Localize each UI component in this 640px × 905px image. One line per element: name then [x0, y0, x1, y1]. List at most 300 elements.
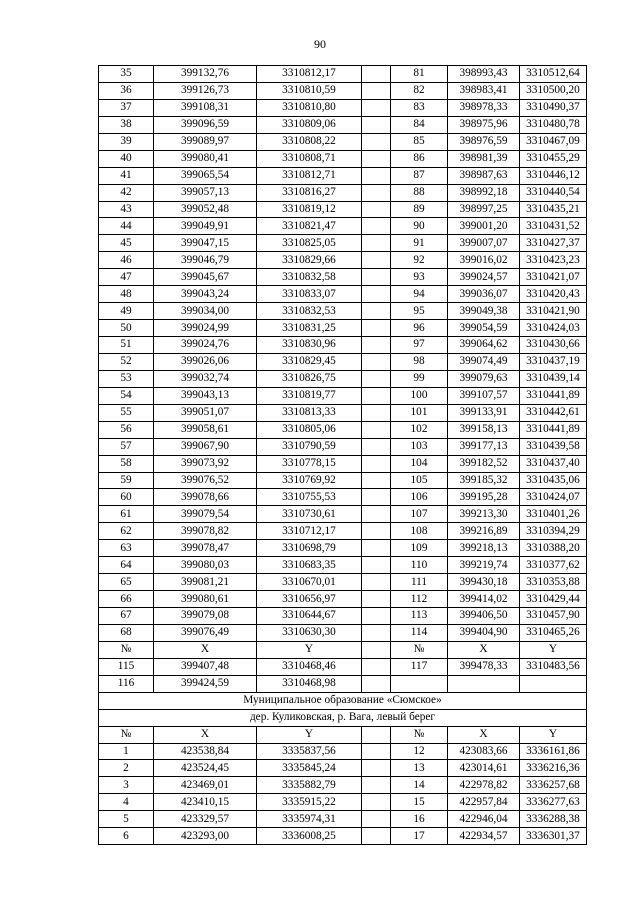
table-cell: 48 — [99, 286, 154, 303]
table-cell: 399043,24 — [154, 286, 257, 303]
table-cell: 422978,82 — [448, 777, 520, 794]
table-cell — [362, 828, 391, 845]
table-cell: 3310832,53 — [257, 303, 362, 320]
table-cell: 115 — [99, 658, 154, 675]
table-cell: 67 — [99, 608, 154, 625]
table-cell: 3310819,77 — [257, 387, 362, 404]
table-cell: 399026,06 — [154, 353, 257, 370]
table-cell: 83 — [391, 99, 448, 116]
table-cell: 3310483,56 — [520, 658, 587, 675]
table-row — [99, 370, 587, 387]
table-cell: № — [391, 726, 448, 743]
table-cell: 399047,15 — [154, 235, 257, 252]
table-row — [99, 167, 587, 184]
table-cell: 399043,13 — [154, 387, 257, 404]
table-cell: 399158,13 — [448, 421, 520, 438]
table-cell: 423083,66 — [448, 743, 520, 760]
table-cell: 3310480,78 — [520, 116, 587, 133]
table-cell: 399219,74 — [448, 557, 520, 574]
table-cell: 398992,18 — [448, 184, 520, 201]
table-cell: 46 — [99, 252, 154, 269]
table-cell: 3310769,92 — [257, 472, 362, 489]
table-cell — [362, 269, 391, 286]
table-cell: 51 — [99, 337, 154, 354]
table-cell: 3335837,56 — [257, 743, 362, 760]
table-cell: 3336301,37 — [520, 828, 587, 845]
table-row — [99, 99, 587, 116]
table-cell: 3310816,27 — [257, 184, 362, 201]
table-cell: 399007,07 — [448, 235, 520, 252]
table-cell: Y — [257, 641, 362, 658]
table-cell: 399078,66 — [154, 489, 257, 506]
table-cell: 114 — [391, 624, 448, 641]
table-cell — [362, 235, 391, 252]
table-cell — [362, 82, 391, 99]
table-cell: 47 — [99, 269, 154, 286]
table-cell: 16 — [391, 811, 448, 828]
table-cell — [362, 811, 391, 828]
table-cell: 3310512,64 — [520, 66, 587, 83]
table-cell: 102 — [391, 421, 448, 438]
table-cell: 92 — [391, 252, 448, 269]
table-cell: 3310656,97 — [257, 591, 362, 608]
table-cell: 3310826,75 — [257, 370, 362, 387]
table-row — [99, 303, 587, 320]
table-cell: 399089,97 — [154, 133, 257, 150]
table-cell — [362, 608, 391, 625]
table-cell: 49 — [99, 303, 154, 320]
table-cell: 3310812,17 — [257, 66, 362, 83]
table-cell: 3310805,06 — [257, 421, 362, 438]
table-cell: 106 — [391, 489, 448, 506]
table-row — [99, 269, 587, 286]
table-cell: 3310813,33 — [257, 404, 362, 421]
table-cell: Y — [257, 726, 362, 743]
table-cell: 3 — [99, 777, 154, 794]
table-cell — [362, 540, 391, 557]
table-cell — [362, 320, 391, 337]
table-cell: 50 — [99, 320, 154, 337]
table-cell: 399096,59 — [154, 116, 257, 133]
table-row — [99, 421, 587, 438]
table-cell: 398976,59 — [448, 133, 520, 150]
table-cell: 53 — [99, 370, 154, 387]
table-row — [99, 150, 587, 167]
table-cell: 3310429,44 — [520, 591, 587, 608]
table-cell: 12 — [391, 743, 448, 760]
table-cell: 2 — [99, 760, 154, 777]
table-cell: 45 — [99, 235, 154, 252]
table-cell: 399430,18 — [448, 574, 520, 591]
table-cell: 62 — [99, 523, 154, 540]
table-cell: 399195,28 — [448, 489, 520, 506]
table-cell: 399407,48 — [154, 658, 257, 675]
table-cell: 399078,47 — [154, 540, 257, 557]
table-cell — [362, 472, 391, 489]
table-cell: 4 — [99, 794, 154, 811]
table-cell: 399079,08 — [154, 608, 257, 625]
table-cell: 399107,57 — [448, 387, 520, 404]
table-cell: 399126,73 — [154, 82, 257, 99]
table-cell: 399218,13 — [448, 540, 520, 557]
table-header-row — [99, 641, 587, 658]
table-row — [99, 794, 587, 811]
table-cell: 3310401,26 — [520, 506, 587, 523]
table-cell: 399024,99 — [154, 320, 257, 337]
table-cell — [362, 726, 391, 743]
table-cell: 3310810,80 — [257, 99, 362, 116]
table-cell: 3310630,30 — [257, 624, 362, 641]
table-cell: 66 — [99, 591, 154, 608]
table-cell: 3310437,40 — [520, 455, 587, 472]
table-cell: 399057,13 — [154, 184, 257, 201]
table-cell: 15 — [391, 794, 448, 811]
table-cell: 97 — [391, 337, 448, 354]
table-cell: 3310730,61 — [257, 506, 362, 523]
table-cell: 95 — [391, 303, 448, 320]
table-cell: 52 — [99, 353, 154, 370]
table-cell — [362, 133, 391, 150]
table-row — [99, 455, 587, 472]
table-cell — [362, 303, 391, 320]
table-cell — [362, 489, 391, 506]
table-cell: 399079,54 — [154, 506, 257, 523]
table-cell: 3310441,89 — [520, 421, 587, 438]
table-row — [99, 489, 587, 506]
table-cell: 86 — [391, 150, 448, 167]
table-cell: 3336288,38 — [520, 811, 587, 828]
table-cell: 60 — [99, 489, 154, 506]
table-cell — [362, 150, 391, 167]
table-cell: 3310812,71 — [257, 167, 362, 184]
table-cell: 399185,32 — [448, 472, 520, 489]
table-cell: 399001,20 — [448, 218, 520, 235]
table-cell: 3310424,03 — [520, 320, 587, 337]
table-cell: 91 — [391, 235, 448, 252]
table-cell: 399406,50 — [448, 608, 520, 625]
table-cell: 3335915,22 — [257, 794, 362, 811]
table-cell: 3310437,19 — [520, 353, 587, 370]
table-cell — [362, 218, 391, 235]
table-cell: 39 — [99, 133, 154, 150]
table-cell: Y — [520, 641, 587, 658]
table-cell: 99 — [391, 370, 448, 387]
table-cell: 3310810,59 — [257, 82, 362, 99]
table-cell: 103 — [391, 438, 448, 455]
table-cell — [362, 591, 391, 608]
table-row — [99, 337, 587, 354]
table-cell — [362, 641, 391, 658]
table-row — [99, 353, 587, 370]
table-cell: 399067,90 — [154, 438, 257, 455]
table-cell: 399080,03 — [154, 557, 257, 574]
table-cell: 3310423,23 — [520, 252, 587, 269]
table-cell: 3336257,68 — [520, 777, 587, 794]
table-cell — [362, 760, 391, 777]
table-cell: X — [448, 726, 520, 743]
table-cell: 85 — [391, 133, 448, 150]
table-cell: 3310442,61 — [520, 404, 587, 421]
table-cell: 107 — [391, 506, 448, 523]
table-cell: 104 — [391, 455, 448, 472]
table-cell: 3310500,20 — [520, 82, 587, 99]
table-cell: 399133,91 — [448, 404, 520, 421]
table-cell — [362, 387, 391, 404]
table-cell: 3310467,09 — [520, 133, 587, 150]
table-cell: 399049,91 — [154, 218, 257, 235]
table-cell: X — [448, 641, 520, 658]
table-cell: 398987,63 — [448, 167, 520, 184]
table-cell: 44 — [99, 218, 154, 235]
table-cell — [362, 252, 391, 269]
table-cell: 399213,30 — [448, 506, 520, 523]
table-cell: Y — [520, 726, 587, 743]
table-cell: 65 — [99, 574, 154, 591]
table-cell: 36 — [99, 82, 154, 99]
table-cell: 3310808,71 — [257, 150, 362, 167]
table-cell: 3310388,20 — [520, 540, 587, 557]
table-cell: 399108,31 — [154, 99, 257, 116]
table-cell: 101 — [391, 404, 448, 421]
table-cell: 399034,00 — [154, 303, 257, 320]
table-row — [99, 472, 587, 489]
table-row — [99, 828, 587, 845]
table-cell: 87 — [391, 167, 448, 184]
table-cell: 423538,84 — [154, 743, 257, 760]
table-row — [99, 252, 587, 269]
table-cell: 3310831,25 — [257, 320, 362, 337]
table-cell — [362, 777, 391, 794]
table-cell: 3310832,58 — [257, 269, 362, 286]
table-cell: 90 — [391, 218, 448, 235]
table-cell: 58 — [99, 455, 154, 472]
table-cell: 3310683,35 — [257, 557, 362, 574]
table-cell: 63 — [99, 540, 154, 557]
section-caption-row — [99, 709, 587, 726]
table-cell: 399424,59 — [154, 675, 257, 692]
table-cell: 399074,49 — [448, 353, 520, 370]
table-cell: 94 — [391, 286, 448, 303]
table-cell — [362, 557, 391, 574]
table-row — [99, 235, 587, 252]
table-cell: 3310833,07 — [257, 286, 362, 303]
table-cell: 399080,41 — [154, 150, 257, 167]
table-cell: 38 — [99, 116, 154, 133]
table-cell: 3310808,22 — [257, 133, 362, 150]
table-cell: 399024,76 — [154, 337, 257, 354]
table-cell: X — [154, 641, 257, 658]
table-cell: 93 — [391, 269, 448, 286]
table-cell: 399016,02 — [448, 252, 520, 269]
table-cell — [362, 167, 391, 184]
table-cell: 423410,15 — [154, 794, 257, 811]
table-cell: 113 — [391, 608, 448, 625]
table-cell: 3310790,59 — [257, 438, 362, 455]
table-cell: 399216,89 — [448, 523, 520, 540]
table-cell: 57 — [99, 438, 154, 455]
table-cell: № — [99, 726, 154, 743]
table-cell: 399036,07 — [448, 286, 520, 303]
table-cell: 3310440,54 — [520, 184, 587, 201]
table-cell: 3310427,37 — [520, 235, 587, 252]
table-row — [99, 777, 587, 794]
table-row — [99, 811, 587, 828]
table-cell: 1 — [99, 743, 154, 760]
table-cell: 111 — [391, 574, 448, 591]
table-cell: 6 — [99, 828, 154, 845]
table-cell: 40 — [99, 150, 154, 167]
table-cell: 3310420,43 — [520, 286, 587, 303]
table-cell: 399081,21 — [154, 574, 257, 591]
table-cell — [362, 658, 391, 675]
table-cell — [520, 675, 587, 692]
table-cell: 398993,43 — [448, 66, 520, 83]
table-cell: 399052,48 — [154, 201, 257, 218]
table-cell: 399049,38 — [448, 303, 520, 320]
table-cell: 3310670,01 — [257, 574, 362, 591]
table-cell: 3336216,36 — [520, 760, 587, 777]
table-cell: 398981,39 — [448, 150, 520, 167]
table-cell: 3310435,06 — [520, 472, 587, 489]
table-row — [99, 82, 587, 99]
table-cell: X — [154, 726, 257, 743]
table-cell: 112 — [391, 591, 448, 608]
table-cell: 3310430,66 — [520, 337, 587, 354]
table-cell: 3310377,62 — [520, 557, 587, 574]
table-cell: 68 — [99, 624, 154, 641]
table-row — [99, 540, 587, 557]
table-cell: 423469,01 — [154, 777, 257, 794]
table-cell — [391, 675, 448, 692]
table-cell: 35 — [99, 66, 154, 83]
table-cell — [362, 337, 391, 354]
table-cell: 116 — [99, 675, 154, 692]
table-cell: 3336008,25 — [257, 828, 362, 845]
table-cell: 3310431,52 — [520, 218, 587, 235]
table-cell: № — [391, 641, 448, 658]
table-cell: 399080,61 — [154, 591, 257, 608]
table-cell: 422934,57 — [448, 828, 520, 845]
table-cell: 88 — [391, 184, 448, 201]
table-cell — [362, 184, 391, 201]
table-cell: 399182,52 — [448, 455, 520, 472]
table-cell: 3310819,12 — [257, 201, 362, 218]
table-cell — [362, 438, 391, 455]
table-cell — [362, 66, 391, 83]
table-cell — [362, 794, 391, 811]
table-cell: 399051,07 — [154, 404, 257, 421]
table-cell — [362, 574, 391, 591]
table-row — [99, 66, 587, 83]
table-cell: 399076,49 — [154, 624, 257, 641]
table-cell: 423329,57 — [154, 811, 257, 828]
table-cell: 3310825,05 — [257, 235, 362, 252]
table-cell: 399177,13 — [448, 438, 520, 455]
table-row — [99, 438, 587, 455]
table-cell: 399046,79 — [154, 252, 257, 269]
table-cell — [362, 116, 391, 133]
table-row — [99, 591, 587, 608]
table-cell: 56 — [99, 421, 154, 438]
table-cell: 41 — [99, 167, 154, 184]
table-row — [99, 506, 587, 523]
table-cell: 3310441,89 — [520, 387, 587, 404]
table-row — [99, 133, 587, 150]
table-cell: 64 — [99, 557, 154, 574]
coordinates-table — [98, 65, 587, 845]
table-cell: 399058,61 — [154, 421, 257, 438]
table-row — [99, 201, 587, 218]
table-cell — [362, 743, 391, 760]
table-row — [99, 574, 587, 591]
table-cell: 3310644,67 — [257, 608, 362, 625]
table-row — [99, 184, 587, 201]
table-cell: 108 — [391, 523, 448, 540]
table-cell: 37 — [99, 99, 154, 116]
table-cell: 3310421,90 — [520, 303, 587, 320]
table-cell: 3336161,86 — [520, 743, 587, 760]
table-cell: 110 — [391, 557, 448, 574]
table-cell: 3310446,12 — [520, 167, 587, 184]
table-cell: 398997,25 — [448, 201, 520, 218]
table-cell — [362, 455, 391, 472]
table-cell: 3310424,07 — [520, 489, 587, 506]
table-cell — [362, 421, 391, 438]
table-cell: 109 — [391, 540, 448, 557]
table-cell: 42 — [99, 184, 154, 201]
table-cell: 399404,90 — [448, 624, 520, 641]
table-cell: 398978,33 — [448, 99, 520, 116]
section-caption: Муниципальное образование «Сюмское» — [99, 692, 587, 709]
table-cell: 398975,96 — [448, 116, 520, 133]
table-cell: 3310698,79 — [257, 540, 362, 557]
table-cell: 59 — [99, 472, 154, 489]
table-cell: 3310468,46 — [257, 658, 362, 675]
table-cell: 399079,63 — [448, 370, 520, 387]
table-cell: 399064,62 — [448, 337, 520, 354]
table-cell: 100 — [391, 387, 448, 404]
table-cell: 399478,33 — [448, 658, 520, 675]
table-cell: 3310712,17 — [257, 523, 362, 540]
table-cell: 96 — [391, 320, 448, 337]
table-cell: 61 — [99, 506, 154, 523]
table-cell: 81 — [391, 66, 448, 83]
table-cell: 3310778,15 — [257, 455, 362, 472]
section-caption: дер. Куликовская, р. Вага, левый берег — [99, 709, 587, 726]
table-row — [99, 624, 587, 641]
table-cell: 117 — [391, 658, 448, 675]
table-cell: 3335845,24 — [257, 760, 362, 777]
table-cell: 399024,57 — [448, 269, 520, 286]
table-cell — [362, 404, 391, 421]
table-cell — [362, 201, 391, 218]
table-cell: 3310439,14 — [520, 370, 587, 387]
table-cell: 13 — [391, 760, 448, 777]
table-cell: 3310435,21 — [520, 201, 587, 218]
table-cell: 3310353,88 — [520, 574, 587, 591]
table-cell — [362, 99, 391, 116]
table-row — [99, 760, 587, 777]
table-row — [99, 286, 587, 303]
table-row — [99, 743, 587, 760]
table-cell: 422946,04 — [448, 811, 520, 828]
table-cell: 3335882,79 — [257, 777, 362, 794]
section-caption-row — [99, 692, 587, 709]
table-cell: 84 — [391, 116, 448, 133]
table-cell: 423014,61 — [448, 760, 520, 777]
table-cell: 3310394,29 — [520, 523, 587, 540]
table-cell — [362, 506, 391, 523]
